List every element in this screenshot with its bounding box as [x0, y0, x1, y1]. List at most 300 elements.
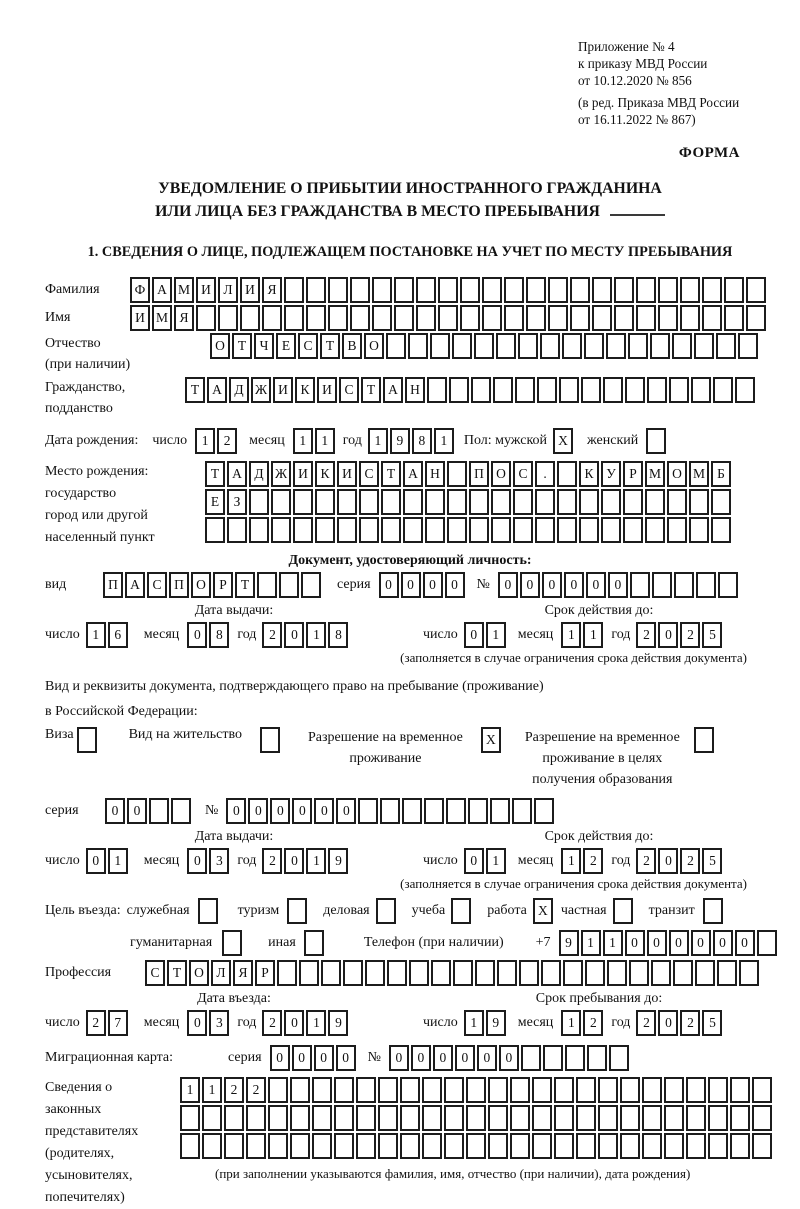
- form-cell[interactable]: С: [145, 960, 165, 986]
- form-cell[interactable]: [337, 489, 357, 515]
- form-cell[interactable]: [299, 960, 319, 986]
- form-cell[interactable]: [534, 798, 554, 824]
- form-cell[interactable]: [702, 277, 722, 303]
- form-cell[interactable]: [372, 305, 392, 331]
- form-cell[interactable]: 1: [368, 428, 388, 454]
- form-cell[interactable]: [149, 798, 169, 824]
- form-cell[interactable]: А: [403, 461, 423, 487]
- form-cell[interactable]: 0: [314, 798, 334, 824]
- form-cell[interactable]: [284, 305, 304, 331]
- form-cell[interactable]: [446, 798, 466, 824]
- form-cell[interactable]: [224, 1133, 244, 1159]
- form-cell[interactable]: 9: [328, 1010, 348, 1036]
- form-cell[interactable]: [262, 305, 282, 331]
- form-cell[interactable]: [227, 517, 247, 543]
- form-cell[interactable]: [496, 333, 516, 359]
- form-cell[interactable]: [403, 489, 423, 515]
- form-cell[interactable]: 3: [209, 848, 229, 874]
- form-cell[interactable]: [378, 1133, 398, 1159]
- form-cell[interactable]: [447, 489, 467, 515]
- form-cell[interactable]: 1: [486, 848, 506, 874]
- form-cell[interactable]: [752, 1077, 772, 1103]
- form-cell[interactable]: А: [383, 377, 403, 403]
- form-cell[interactable]: [592, 277, 612, 303]
- form-cell[interactable]: А: [152, 277, 172, 303]
- form-cell[interactable]: [400, 1133, 420, 1159]
- form-cell[interactable]: [696, 572, 716, 598]
- form-cell[interactable]: Ж: [251, 377, 271, 403]
- form-cell[interactable]: [620, 1105, 640, 1131]
- form-cell[interactable]: [400, 1105, 420, 1131]
- form-cell[interactable]: 0: [464, 848, 484, 874]
- form-cell[interactable]: 9: [559, 930, 579, 956]
- form-cell[interactable]: 0: [336, 1045, 356, 1071]
- form-cell[interactable]: О: [364, 333, 384, 359]
- form-cell[interactable]: [378, 1077, 398, 1103]
- form-cell[interactable]: [601, 489, 621, 515]
- form-cell[interactable]: [493, 377, 513, 403]
- form-cell[interactable]: [416, 305, 436, 331]
- form-cell[interactable]: 2: [680, 622, 700, 648]
- form-cell[interactable]: [559, 377, 579, 403]
- form-cell[interactable]: 0: [284, 1010, 304, 1036]
- form-cell[interactable]: 1: [86, 622, 106, 648]
- form-cell[interactable]: Я: [262, 277, 282, 303]
- form-cell[interactable]: [290, 1105, 310, 1131]
- form-cell[interactable]: 0: [658, 1010, 678, 1036]
- form-cell[interactable]: [293, 517, 313, 543]
- form-cell[interactable]: 0: [86, 848, 106, 874]
- form-cell[interactable]: [268, 1077, 288, 1103]
- form-cell[interactable]: 0: [464, 622, 484, 648]
- form-cell[interactable]: [537, 377, 557, 403]
- form-cell[interactable]: Б: [711, 461, 731, 487]
- form-cell[interactable]: [356, 1077, 376, 1103]
- form-cell[interactable]: [468, 798, 488, 824]
- form-cell[interactable]: 0: [455, 1045, 475, 1071]
- form-cell[interactable]: 0: [445, 572, 465, 598]
- form-cell[interactable]: [647, 377, 667, 403]
- form-cell[interactable]: 0: [270, 1045, 290, 1071]
- form-cell[interactable]: 5: [702, 622, 722, 648]
- form-cell[interactable]: [475, 960, 495, 986]
- form-cell[interactable]: [576, 1105, 596, 1131]
- form-cell[interactable]: [196, 305, 216, 331]
- form-cell[interactable]: [724, 277, 744, 303]
- form-cell[interactable]: [708, 1105, 728, 1131]
- form-cell[interactable]: [198, 898, 218, 924]
- form-cell[interactable]: 0: [735, 930, 755, 956]
- form-cell[interactable]: [372, 277, 392, 303]
- form-cell[interactable]: Т: [205, 461, 225, 487]
- form-cell[interactable]: [350, 277, 370, 303]
- form-cell[interactable]: [224, 1105, 244, 1131]
- form-cell[interactable]: [585, 960, 605, 986]
- form-cell[interactable]: [315, 489, 335, 515]
- form-cell[interactable]: [532, 1077, 552, 1103]
- form-cell[interactable]: [402, 798, 422, 824]
- form-cell[interactable]: [510, 1105, 530, 1131]
- form-cell[interactable]: [664, 1105, 684, 1131]
- form-cell[interactable]: [77, 727, 97, 753]
- form-cell[interactable]: О: [491, 461, 511, 487]
- form-cell[interactable]: [629, 960, 649, 986]
- form-cell[interactable]: О: [667, 461, 687, 487]
- form-cell[interactable]: [504, 277, 524, 303]
- form-cell[interactable]: Ф: [130, 277, 150, 303]
- form-cell[interactable]: [650, 333, 670, 359]
- form-cell[interactable]: [488, 1133, 508, 1159]
- form-cell[interactable]: 0: [401, 572, 421, 598]
- form-cell[interactable]: [563, 960, 583, 986]
- form-cell[interactable]: 0: [433, 1045, 453, 1071]
- form-cell[interactable]: [625, 377, 645, 403]
- form-cell[interactable]: [735, 377, 755, 403]
- form-cell[interactable]: 5: [702, 848, 722, 874]
- form-cell[interactable]: О: [189, 960, 209, 986]
- form-cell[interactable]: [466, 1105, 486, 1131]
- form-cell[interactable]: [752, 1105, 772, 1131]
- form-cell[interactable]: [519, 960, 539, 986]
- form-cell[interactable]: 0: [520, 572, 540, 598]
- form-cell[interactable]: К: [295, 377, 315, 403]
- form-cell[interactable]: [469, 517, 489, 543]
- form-cell[interactable]: 2: [86, 1010, 106, 1036]
- form-cell[interactable]: [667, 517, 687, 543]
- form-cell[interactable]: [277, 960, 297, 986]
- form-cell[interactable]: [702, 305, 722, 331]
- form-cell[interactable]: [180, 1105, 200, 1131]
- form-cell[interactable]: К: [315, 461, 335, 487]
- form-cell[interactable]: [606, 333, 626, 359]
- form-cell[interactable]: 0: [292, 798, 312, 824]
- form-cell[interactable]: [279, 572, 299, 598]
- form-cell[interactable]: [672, 333, 692, 359]
- form-cell[interactable]: [620, 1077, 640, 1103]
- form-cell[interactable]: [246, 1133, 266, 1159]
- form-cell[interactable]: 0: [669, 930, 689, 956]
- form-cell[interactable]: 2: [583, 1010, 603, 1036]
- form-cell[interactable]: [438, 277, 458, 303]
- form-cell[interactable]: [724, 305, 744, 331]
- form-cell[interactable]: [598, 1077, 618, 1103]
- form-cell[interactable]: И: [293, 461, 313, 487]
- form-cell[interactable]: [343, 960, 363, 986]
- form-cell[interactable]: [651, 960, 671, 986]
- form-cell[interactable]: [565, 1045, 585, 1071]
- form-cell[interactable]: [695, 960, 715, 986]
- form-cell[interactable]: [202, 1105, 222, 1131]
- form-cell[interactable]: [394, 277, 414, 303]
- form-cell[interactable]: [581, 377, 601, 403]
- form-cell[interactable]: [403, 517, 423, 543]
- form-cell[interactable]: 0: [691, 930, 711, 956]
- form-cell[interactable]: [380, 798, 400, 824]
- form-cell[interactable]: [614, 277, 634, 303]
- form-cell[interactable]: [746, 305, 766, 331]
- form-cell[interactable]: 9: [486, 1010, 506, 1036]
- form-cell[interactable]: [205, 517, 225, 543]
- form-cell[interactable]: [587, 1045, 607, 1071]
- form-cell[interactable]: .: [535, 461, 555, 487]
- form-cell[interactable]: 2: [246, 1077, 266, 1103]
- form-cell[interactable]: [554, 1105, 574, 1131]
- form-cell[interactable]: [422, 1105, 442, 1131]
- form-cell[interactable]: [287, 898, 307, 924]
- form-cell[interactable]: [334, 1105, 354, 1131]
- form-cell[interactable]: [623, 489, 643, 515]
- form-cell[interactable]: [689, 517, 709, 543]
- form-cell[interactable]: [548, 305, 568, 331]
- form-cell[interactable]: 1: [561, 848, 581, 874]
- form-cell[interactable]: [673, 960, 693, 986]
- form-cell[interactable]: 0: [625, 930, 645, 956]
- form-cell[interactable]: [466, 1077, 486, 1103]
- form-cell[interactable]: Я: [233, 960, 253, 986]
- form-cell[interactable]: [730, 1105, 750, 1131]
- form-cell[interactable]: [249, 489, 269, 515]
- form-cell[interactable]: [202, 1133, 222, 1159]
- form-cell[interactable]: [576, 1133, 596, 1159]
- form-cell[interactable]: 2: [680, 1010, 700, 1036]
- form-cell[interactable]: [512, 798, 532, 824]
- form-cell[interactable]: С: [298, 333, 318, 359]
- form-cell[interactable]: [488, 1105, 508, 1131]
- form-cell[interactable]: [598, 1105, 618, 1131]
- form-cell[interactable]: [532, 1133, 552, 1159]
- form-cell[interactable]: [513, 489, 533, 515]
- form-cell[interactable]: [290, 1077, 310, 1103]
- form-cell[interactable]: [680, 305, 700, 331]
- form-cell[interactable]: [703, 898, 723, 924]
- form-cell[interactable]: [557, 461, 577, 487]
- form-cell[interactable]: С: [147, 572, 167, 598]
- form-cell[interactable]: С: [339, 377, 359, 403]
- form-cell[interactable]: Н: [405, 377, 425, 403]
- form-cell[interactable]: [249, 517, 269, 543]
- form-cell[interactable]: М: [645, 461, 665, 487]
- form-cell[interactable]: [328, 305, 348, 331]
- form-cell[interactable]: X: [481, 727, 501, 753]
- form-cell[interactable]: [694, 333, 714, 359]
- form-cell[interactable]: [321, 960, 341, 986]
- form-cell[interactable]: [491, 489, 511, 515]
- form-cell[interactable]: [451, 898, 471, 924]
- form-cell[interactable]: [447, 517, 467, 543]
- form-cell[interactable]: Ж: [271, 461, 291, 487]
- form-cell[interactable]: Т: [167, 960, 187, 986]
- form-cell[interactable]: [350, 305, 370, 331]
- form-cell[interactable]: 1: [306, 622, 326, 648]
- form-cell[interactable]: И: [273, 377, 293, 403]
- form-cell[interactable]: [425, 489, 445, 515]
- form-cell[interactable]: [694, 727, 714, 753]
- form-cell[interactable]: [312, 1105, 332, 1131]
- form-cell[interactable]: [301, 572, 321, 598]
- form-cell[interactable]: А: [207, 377, 227, 403]
- form-cell[interactable]: 9: [390, 428, 410, 454]
- form-cell[interactable]: [636, 305, 656, 331]
- form-cell[interactable]: [400, 1077, 420, 1103]
- form-cell[interactable]: [630, 572, 650, 598]
- form-cell[interactable]: 2: [217, 428, 237, 454]
- form-cell[interactable]: 2: [583, 848, 603, 874]
- form-cell[interactable]: X: [533, 898, 553, 924]
- form-cell[interactable]: [387, 960, 407, 986]
- form-cell[interactable]: [337, 517, 357, 543]
- form-cell[interactable]: [469, 489, 489, 515]
- form-cell[interactable]: 1: [180, 1077, 200, 1103]
- form-cell[interactable]: 0: [647, 930, 667, 956]
- form-cell[interactable]: [444, 1105, 464, 1131]
- form-cell[interactable]: [658, 277, 678, 303]
- form-cell[interactable]: [526, 277, 546, 303]
- form-cell[interactable]: И: [337, 461, 357, 487]
- form-cell[interactable]: 0: [105, 798, 125, 824]
- form-cell[interactable]: 0: [411, 1045, 431, 1071]
- form-cell[interactable]: [334, 1077, 354, 1103]
- form-cell[interactable]: И: [130, 305, 150, 331]
- form-cell[interactable]: 2: [262, 848, 282, 874]
- form-cell[interactable]: А: [125, 572, 145, 598]
- form-cell[interactable]: 1: [195, 428, 215, 454]
- form-cell[interactable]: [613, 898, 633, 924]
- form-cell[interactable]: П: [169, 572, 189, 598]
- form-cell[interactable]: [645, 517, 665, 543]
- form-cell[interactable]: 5: [702, 1010, 722, 1036]
- form-cell[interactable]: [474, 333, 494, 359]
- form-cell[interactable]: [260, 727, 280, 753]
- form-cell[interactable]: [636, 277, 656, 303]
- form-cell[interactable]: [409, 960, 429, 986]
- form-cell[interactable]: 0: [284, 848, 304, 874]
- form-cell[interactable]: 8: [412, 428, 432, 454]
- form-cell[interactable]: [607, 960, 627, 986]
- form-cell[interactable]: 2: [680, 848, 700, 874]
- form-cell[interactable]: 3: [209, 1010, 229, 1036]
- form-cell[interactable]: П: [469, 461, 489, 487]
- form-cell[interactable]: 1: [581, 930, 601, 956]
- form-cell[interactable]: [645, 489, 665, 515]
- form-cell[interactable]: Т: [361, 377, 381, 403]
- form-cell[interactable]: М: [174, 277, 194, 303]
- form-cell[interactable]: [579, 517, 599, 543]
- form-cell[interactable]: [171, 798, 191, 824]
- form-cell[interactable]: [614, 305, 634, 331]
- form-cell[interactable]: [482, 277, 502, 303]
- form-cell[interactable]: X: [553, 428, 573, 454]
- form-cell[interactable]: [686, 1133, 706, 1159]
- form-cell[interactable]: И: [240, 277, 260, 303]
- form-cell[interactable]: [746, 277, 766, 303]
- form-cell[interactable]: Я: [174, 305, 194, 331]
- form-cell[interactable]: [444, 1133, 464, 1159]
- form-cell[interactable]: [424, 798, 444, 824]
- form-cell[interactable]: 1: [561, 622, 581, 648]
- form-cell[interactable]: Р: [623, 461, 643, 487]
- form-cell[interactable]: 6: [108, 622, 128, 648]
- form-cell[interactable]: 0: [187, 848, 207, 874]
- form-cell[interactable]: [680, 277, 700, 303]
- form-cell[interactable]: Н: [425, 461, 445, 487]
- form-cell[interactable]: [304, 930, 324, 956]
- form-cell[interactable]: [376, 898, 396, 924]
- form-cell[interactable]: 0: [292, 1045, 312, 1071]
- form-cell[interactable]: [664, 1133, 684, 1159]
- form-cell[interactable]: [521, 1045, 541, 1071]
- form-cell[interactable]: С: [513, 461, 533, 487]
- form-cell[interactable]: [358, 798, 378, 824]
- form-cell[interactable]: 0: [542, 572, 562, 598]
- form-cell[interactable]: [548, 277, 568, 303]
- form-cell[interactable]: [717, 960, 737, 986]
- form-cell[interactable]: [466, 1133, 486, 1159]
- form-cell[interactable]: [290, 1133, 310, 1159]
- form-cell[interactable]: П: [103, 572, 123, 598]
- form-cell[interactable]: [378, 1105, 398, 1131]
- form-cell[interactable]: 8: [209, 622, 229, 648]
- form-cell[interactable]: У: [601, 461, 621, 487]
- form-cell[interactable]: [359, 489, 379, 515]
- form-cell[interactable]: Т: [320, 333, 340, 359]
- form-cell[interactable]: 0: [423, 572, 443, 598]
- form-cell[interactable]: 0: [586, 572, 606, 598]
- form-cell[interactable]: [642, 1133, 662, 1159]
- form-cell[interactable]: О: [210, 333, 230, 359]
- form-cell[interactable]: [218, 305, 238, 331]
- form-cell[interactable]: Р: [255, 960, 275, 986]
- form-cell[interactable]: [306, 277, 326, 303]
- form-cell[interactable]: [689, 489, 709, 515]
- form-cell[interactable]: [540, 333, 560, 359]
- form-cell[interactable]: [730, 1133, 750, 1159]
- form-cell[interactable]: [427, 377, 447, 403]
- form-cell[interactable]: 1: [561, 1010, 581, 1036]
- form-cell[interactable]: Д: [229, 377, 249, 403]
- form-cell[interactable]: 1: [486, 622, 506, 648]
- form-cell[interactable]: [752, 1133, 772, 1159]
- form-cell[interactable]: [642, 1105, 662, 1131]
- form-cell[interactable]: К: [579, 461, 599, 487]
- form-cell[interactable]: [449, 377, 469, 403]
- form-cell[interactable]: О: [191, 572, 211, 598]
- form-cell[interactable]: 1: [583, 622, 603, 648]
- form-cell[interactable]: М: [152, 305, 172, 331]
- form-cell[interactable]: И: [196, 277, 216, 303]
- form-cell[interactable]: 0: [498, 572, 518, 598]
- form-cell[interactable]: М: [689, 461, 709, 487]
- form-cell[interactable]: [381, 517, 401, 543]
- form-cell[interactable]: [526, 305, 546, 331]
- form-cell[interactable]: [268, 1105, 288, 1131]
- form-cell[interactable]: [315, 517, 335, 543]
- form-cell[interactable]: Е: [205, 489, 225, 515]
- form-cell[interactable]: [711, 517, 731, 543]
- form-cell[interactable]: [664, 1077, 684, 1103]
- form-cell[interactable]: [708, 1133, 728, 1159]
- form-cell[interactable]: [222, 930, 242, 956]
- form-cell[interactable]: [422, 1077, 442, 1103]
- form-cell[interactable]: [359, 517, 379, 543]
- form-cell[interactable]: [408, 333, 428, 359]
- form-cell[interactable]: [584, 333, 604, 359]
- form-cell[interactable]: 7: [108, 1010, 128, 1036]
- form-cell[interactable]: Т: [381, 461, 401, 487]
- form-cell[interactable]: 1: [108, 848, 128, 874]
- form-cell[interactable]: [579, 489, 599, 515]
- form-cell[interactable]: 2: [224, 1077, 244, 1103]
- form-cell[interactable]: [513, 517, 533, 543]
